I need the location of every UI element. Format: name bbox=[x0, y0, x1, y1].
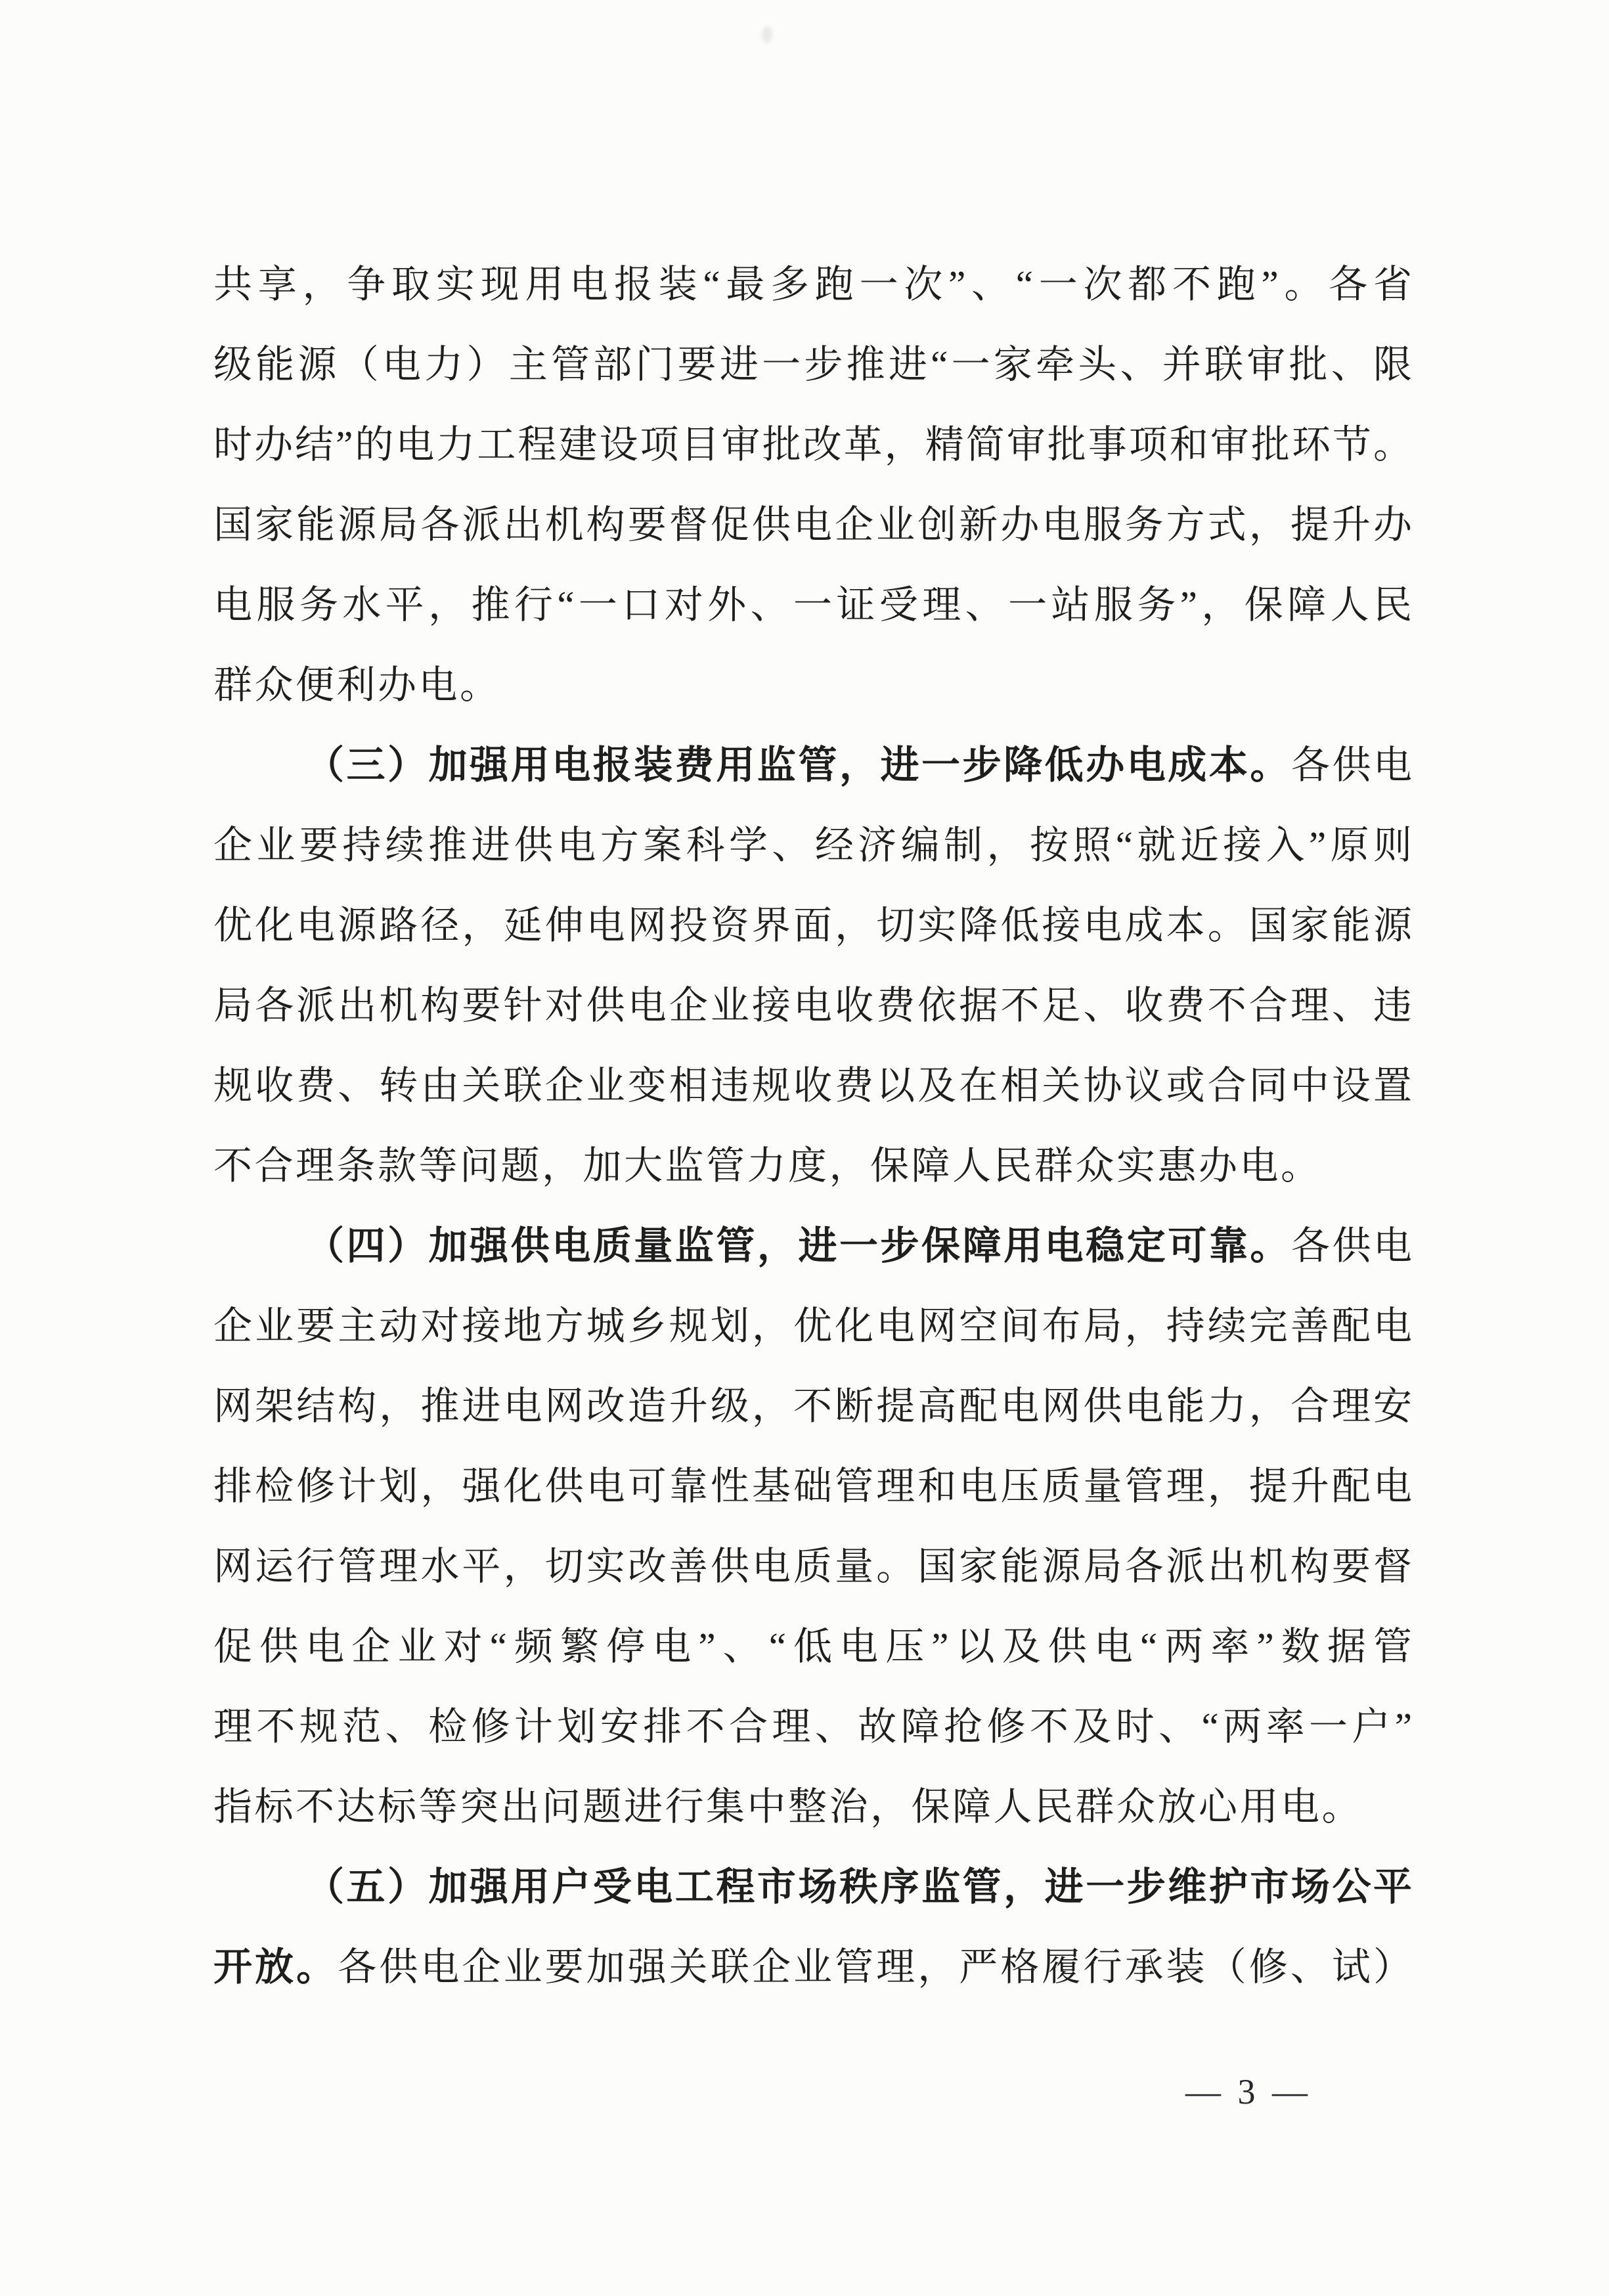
body-segment: 理不规范、检修计划安排不合理、故障抢修不及时、“两率一户” bbox=[213, 1705, 1412, 1748]
body-segment: 企业要持续推进供电方案科学、经济编制，按照“就近接入”原则 bbox=[213, 824, 1412, 867]
heading-segment: 开放。 bbox=[213, 1945, 338, 1989]
heading-segment: （三）加强用电报装费用监管，进一步降低办电成本。 bbox=[305, 743, 1291, 787]
scan-artifact bbox=[762, 26, 772, 43]
text-line bbox=[213, 1847, 1412, 1927]
text-line bbox=[213, 725, 1412, 805]
text-line bbox=[213, 1526, 1412, 1606]
body-segment: 排检修计划，强化供电可靠性基础管理和电压质量管理，提升配电 bbox=[213, 1465, 1412, 1508]
body-segment: 指标不达标等突出问题进行集中整治，保障人民群众放心用电。 bbox=[213, 1785, 1363, 1828]
body-segment: 群众便利办电。 bbox=[213, 663, 501, 707]
text-line bbox=[213, 1206, 1412, 1286]
text-line bbox=[213, 485, 1412, 565]
text-line bbox=[213, 1767, 1412, 1847]
body-segment: 优化电源路径，延伸电网投资界面，切实降低接电成本。国家能源 bbox=[213, 904, 1412, 947]
text-line bbox=[213, 1126, 1412, 1206]
text-line bbox=[213, 405, 1412, 485]
page-number: — 3 — bbox=[1185, 2072, 1311, 2111]
body-segment: 国家能源局各派出机构要督促供电企业创新办电服务方式，提升办 bbox=[213, 503, 1412, 546]
body-segment: 企业要主动对接地方城乡规划，优化电网空间布局，持续完善配电 bbox=[213, 1304, 1412, 1348]
body-segment: 规收费、转由关联企业变相违规收费以及在相关协议或合同中设置 bbox=[213, 1064, 1412, 1107]
text-line bbox=[213, 645, 1412, 725]
text-line bbox=[213, 1366, 1412, 1446]
body-segment: 级能源（电力）主管部门要进一步推进“一家牵头、并联审批、限 bbox=[213, 343, 1412, 386]
body-segment: 共享，争取实现用电报装“最多跑一次”、“一次都不跑”。各省 bbox=[213, 263, 1412, 306]
text-line bbox=[213, 885, 1412, 965]
text-line bbox=[213, 1687, 1412, 1767]
body-segment: 各供电 bbox=[1290, 1224, 1412, 1268]
text-line bbox=[213, 965, 1412, 1046]
body-segment: 时办结”的电力工程建设项目审批改革，精简审批事项和审批环节。 bbox=[213, 423, 1412, 466]
text-line bbox=[213, 244, 1412, 324]
text-line bbox=[213, 1286, 1412, 1366]
body-segment: 电服务水平，推行“一口对外、一证受理、一站服务”，保障人民 bbox=[213, 583, 1412, 627]
text-line bbox=[213, 1446, 1412, 1526]
text-block bbox=[213, 244, 1412, 2007]
text-line bbox=[213, 805, 1412, 885]
body-segment: 网架结构，推进电网改造升级，不断提高配电网供电能力，合理安 bbox=[213, 1384, 1412, 1428]
text-line bbox=[213, 324, 1412, 405]
body-segment: 各供电 bbox=[1290, 743, 1412, 787]
body-segment: 局各派出机构要针对供电企业接电收费依据不足、收费不合理、违 bbox=[213, 984, 1412, 1027]
text-line bbox=[213, 1606, 1412, 1687]
text-line bbox=[213, 565, 1412, 645]
body-segment: 网运行管理水平，切实改善供电质量。国家能源局各派出机构要督 bbox=[213, 1545, 1412, 1588]
heading-segment: （五）加强用户受电工程市场秩序监管，进一步维护市场公平 bbox=[305, 1865, 1412, 1909]
heading-segment: （四）加强供电质量监管，进一步保障用电稳定可靠。 bbox=[305, 1224, 1291, 1268]
body-segment: 各供电企业要加强关联企业管理，严格履行承装（修、试） bbox=[338, 1945, 1412, 1989]
body-segment: 促供电企业对“频繁停电”、“低电压”以及供电“两率”数据管 bbox=[213, 1625, 1412, 1668]
text-line bbox=[213, 1046, 1412, 1126]
body-segment: 不合理条款等问题，加大监管力度，保障人民群众实惠办电。 bbox=[213, 1144, 1322, 1187]
text-line bbox=[213, 1927, 1412, 2007]
